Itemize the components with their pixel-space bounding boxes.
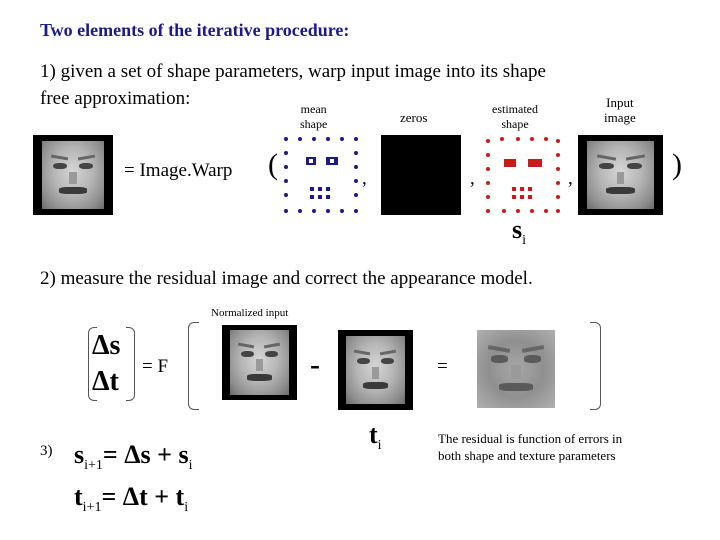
input-face-image — [578, 135, 663, 215]
t-i-label: $t_i$ — [369, 420, 382, 454]
function-bracket-left — [188, 322, 199, 410]
estimated-shape-points — [482, 135, 562, 217]
equals-sign: = — [437, 356, 448, 377]
estimated-shape-label: estimated shape — [492, 102, 538, 131]
slide-title: Two elements of the iterative procedure: — [40, 20, 350, 40]
input-image-label: Input image — [604, 95, 636, 125]
step1-text-line1: 1) given a set of shape parameters, warp input image into its shape — [40, 61, 546, 82]
normalized-input-face — [222, 325, 297, 400]
step3-number: 3) — [40, 443, 53, 459]
texture-face-image — [338, 330, 413, 410]
equals-f: = F — [142, 356, 169, 377]
warped-face-image — [33, 135, 113, 215]
update-equation-t: $t_{i+1}= \Delta t + t_i$ — [74, 482, 189, 516]
image-warp-equation: = Image.Warp — [124, 160, 233, 181]
comma-1: , — [362, 168, 367, 189]
function-bracket-right — [590, 322, 601, 410]
minus-sign: - — [310, 348, 320, 381]
open-paren: ( — [268, 148, 278, 181]
delta-s: Δs — [92, 330, 121, 361]
update-equation-s: $s_{i+1}= \Delta s + s_i$ — [74, 440, 193, 474]
vector-bracket-right — [126, 327, 135, 401]
comma-3: , — [568, 168, 573, 189]
step2-text: 2) measure the residual image and correct the appearance model. — [40, 268, 533, 289]
step1-text-line2: free approximation: — [40, 88, 191, 109]
residual-note: The residual is function of errors in both shape and texture parameters — [438, 431, 623, 463]
comma-2: , — [470, 168, 475, 189]
close-paren: ) — [672, 148, 682, 181]
zeros-image — [381, 135, 461, 215]
mean-shape-points — [280, 135, 360, 217]
residual-face-image — [477, 330, 555, 408]
mean-shape-label: mean shape — [300, 102, 328, 131]
normalized-input-label: Normalized input — [211, 307, 289, 319]
s-i-label: $s_i$ — [512, 215, 527, 249]
delta-t: Δt — [92, 366, 119, 397]
zeros-label: zeros — [400, 110, 428, 125]
